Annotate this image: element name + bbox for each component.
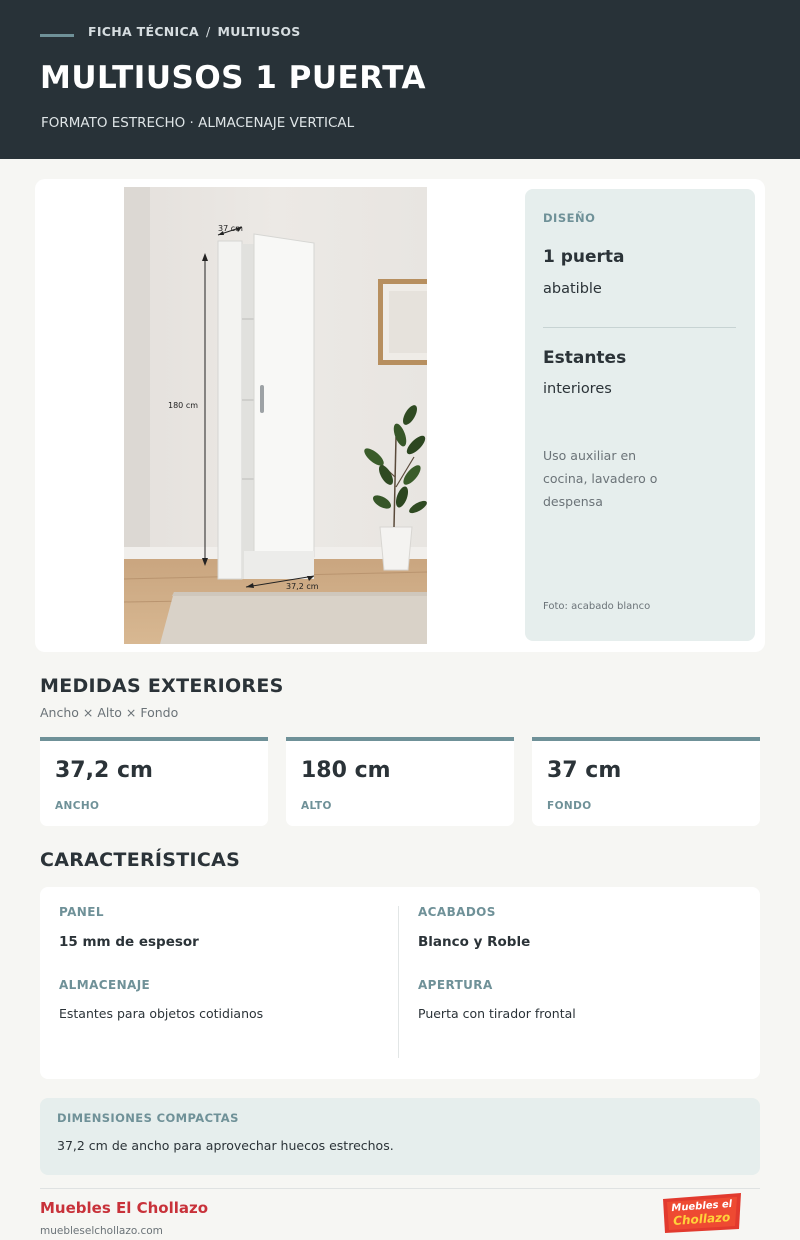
measure-label: ANCHO xyxy=(55,800,100,812)
dimension-label-width: 37,2 cm xyxy=(286,582,319,591)
breadcrumb-separator: / xyxy=(205,24,211,39)
feature-finish-label: ACABADOS xyxy=(418,905,496,919)
feature-panel-label: PANEL xyxy=(59,905,104,919)
feature-storage-value: Estantes para objetos cotidianos xyxy=(59,1006,264,1021)
measure-value: 37 cm xyxy=(547,758,622,783)
feature-panel-value: 15 mm de espesor xyxy=(59,934,199,950)
measure-label: FONDO xyxy=(547,800,592,812)
dimension-label-height: 180 cm xyxy=(168,401,199,410)
feature-storage-label: ALMACENAJE xyxy=(59,978,151,992)
measures-title: MEDIDAS EXTERIORES xyxy=(40,675,284,697)
measures-subtitle: Ancho × Alto × Fondo xyxy=(40,705,179,720)
logo-text-bottom: Chollazo xyxy=(672,1210,731,1228)
photo-caption: Foto: acabado blanco xyxy=(543,601,651,612)
compact-callout xyxy=(40,1098,760,1175)
footer-divider xyxy=(40,1188,760,1189)
design-usage-note: Uso auxiliar en cocina, lavadero o despensa xyxy=(543,448,658,509)
breadcrumb xyxy=(88,24,301,39)
breadcrumb-item-multiusos[interactable]: MULTIUSOS xyxy=(217,24,301,39)
design-item-shelves-title: Estantes xyxy=(543,348,627,368)
callout-label: DIMENSIONES COMPACTAS xyxy=(57,1111,239,1125)
measure-value: 180 cm xyxy=(301,758,391,783)
measure-card-width xyxy=(40,737,268,826)
features-card xyxy=(40,887,760,1079)
design-divider xyxy=(543,327,736,328)
feature-finish-value: Blanco y Roble xyxy=(418,934,531,950)
footer-url[interactable]: muebleselchollazo.com xyxy=(40,1225,163,1237)
header-accent-line xyxy=(40,34,74,37)
logo-text-top: Muebles el xyxy=(671,1198,733,1215)
features-title: CARACTERÍSTICAS xyxy=(40,849,241,871)
measure-card-height xyxy=(286,737,514,826)
page-subtitle: FORMATO ESTRECHO · ALMACENAJE VERTICAL xyxy=(41,115,355,131)
feature-opening-label: APERTURA xyxy=(418,978,493,992)
feature-opening-value: Puerta con tirador frontal xyxy=(418,1006,576,1021)
features-divider xyxy=(398,906,399,1058)
footer-brand: Muebles El Chollazo xyxy=(40,1199,209,1217)
design-item-shelves-sub: interiores xyxy=(543,381,612,397)
callout-text: 37,2 cm de ancho para aprovechar huecos estrechos. xyxy=(57,1138,394,1153)
page-header xyxy=(0,0,800,159)
page-title: MULTIUSOS 1 PUERTA xyxy=(40,60,426,96)
dimension-label-depth: 37 cm xyxy=(218,224,243,233)
measure-card-depth xyxy=(532,737,760,826)
product-photo xyxy=(124,187,427,644)
brand-logo xyxy=(659,1189,745,1237)
product-hero-card xyxy=(35,179,765,652)
design-item-door-sub: abatible xyxy=(543,281,602,297)
design-label: DISEÑO xyxy=(543,211,596,225)
breadcrumb-item-ficha[interactable]: FICHA TÉCNICA xyxy=(88,24,199,39)
measure-label: ALTO xyxy=(301,800,332,812)
measure-value: 37,2 cm xyxy=(55,758,153,783)
design-panel xyxy=(525,189,755,641)
design-item-door-title: 1 puerta xyxy=(543,247,625,267)
